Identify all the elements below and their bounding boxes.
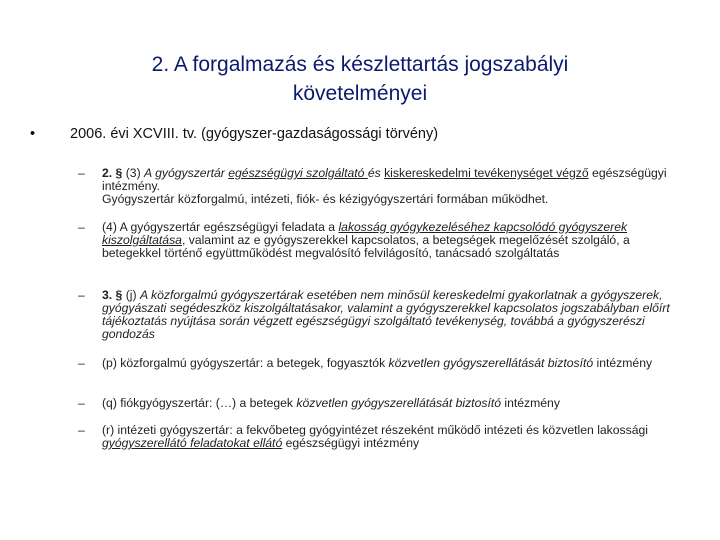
dash-marker: – <box>78 396 85 410</box>
text-fragment: (p) közforgalmú gyógyszertár: a betegek, fogyasztók <box>102 356 389 370</box>
text-fragment: intézmény <box>501 396 560 410</box>
text-fragment: (4) A gyógyszertár egészségügyi feladata a <box>102 220 339 234</box>
text-fragment: (j) <box>122 288 140 302</box>
emphasized-text: közvetlen gyógyszerellátását biztosító <box>388 356 594 370</box>
text-fragment: A közforgalmú gyógyszertárak esetében nem minősül kereskedelmi gyakorlatnak a gyógyszerek, gyógyászati segédeszköz kiszolgáltatásakor, valamint a gyógyszerekkel kapcsolatos jogszabályban előírt tájékoztatás nyújtása során végzett egészségügyi szolgáltató tevékenység, továbbá a gyógyszerészi gondozás <box>102 288 670 341</box>
text-fragment: (q) fiókgyógyszertár: (…) a betegek <box>102 396 297 410</box>
slide-title <box>60 50 660 108</box>
paragraph-ref: 2. § <box>102 166 123 180</box>
text-fragment: (r) intézeti gyógyszertár: a fekvőbeteg gyógyintézet részeként működő intézeti és közvetlen lakossági <box>102 423 649 437</box>
sub-item-2-text <box>102 221 677 260</box>
dash-marker: – <box>78 220 85 234</box>
sub-item-3-text <box>102 289 677 341</box>
underlined-text: lakosság gyógykezeléséhez kapcsolódó gyógyszerek kiszolgáltatása <box>102 220 628 247</box>
text-fragment: és <box>367 166 385 180</box>
slide-title-line-1: 2. A forgalmazás és készlettartás jogszabályi <box>151 53 569 76</box>
bullet-text: 2006. évi XCVIII. tv. (gyógyszer-gazdaságossági törvény) <box>70 126 439 142</box>
sub-item-6-text <box>102 424 677 450</box>
underlined-text: kiskereskedelmi tevékenységet végző <box>384 166 589 180</box>
text-fragment: Gyógyszertár közforgalmú, intézeti, fiók- és kézigyógyszertári formában működhet. <box>102 192 549 206</box>
sub-item-5-text <box>102 397 677 410</box>
bullet-marker: • <box>30 126 36 142</box>
sub-item-1-text <box>102 167 677 206</box>
dash-marker: – <box>78 356 85 370</box>
underlined-text: egészségügyi szolgáltató <box>228 166 368 180</box>
dash-marker: – <box>78 288 85 302</box>
text-fragment: egészségügyi intézmény. <box>102 166 667 193</box>
text-fragment: , valamint az e gyógyszerekkel kapcsolatos, a betegségek megelőzését szolgáló, a betegekkel történő együttműködést megvalósító felvilágosító, tanácsadó szolgáltatás <box>102 233 630 260</box>
slide-title-line-2: követelményei <box>292 82 428 105</box>
text-fragment: (3) <box>122 166 145 180</box>
emphasized-text: közvetlen gyógyszerellátását biztosító <box>296 396 501 410</box>
text-fragment: A gyógyszertár <box>144 166 229 180</box>
text-fragment: intézmény <box>593 356 653 370</box>
paragraph-ref: 3. § <box>102 288 123 302</box>
sub-item-4-text <box>102 357 677 370</box>
dash-marker: – <box>78 423 85 437</box>
underlined-text: gyógyszerellátó feladatokat ellátó <box>102 436 283 450</box>
dash-marker: – <box>78 166 85 180</box>
text-fragment: egészségügyi intézmény <box>282 436 420 450</box>
